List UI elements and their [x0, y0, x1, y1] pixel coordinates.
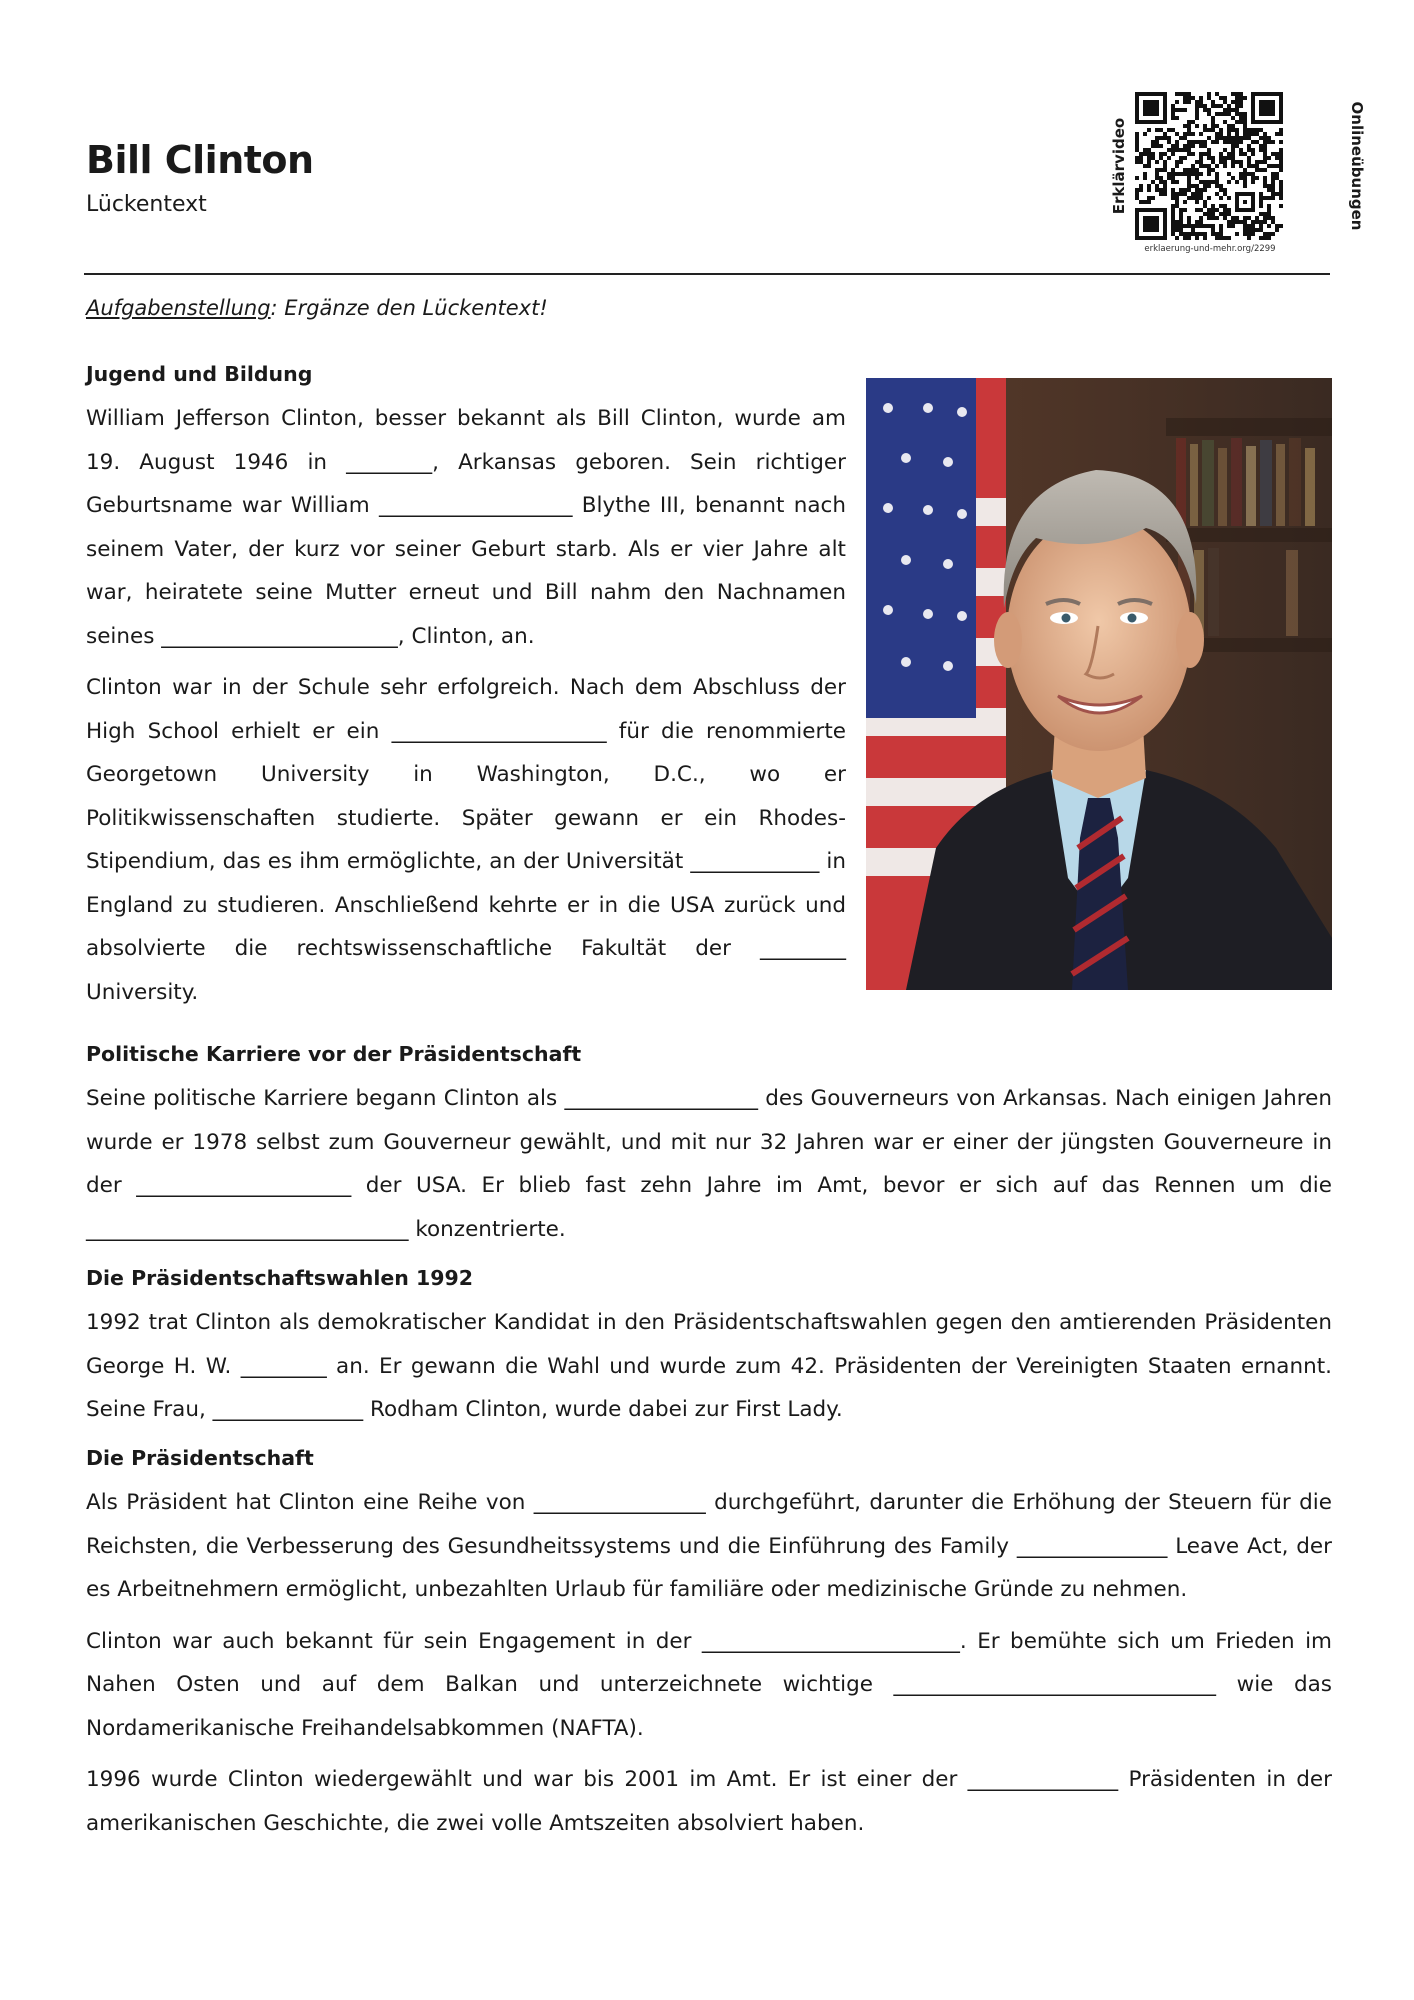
qr-url: erklaerung-und-mehr.org/2299	[1144, 244, 1276, 254]
qr-block	[1095, 92, 1366, 262]
task-label: Aufgabenstellung	[86, 296, 271, 320]
section-1-text	[86, 397, 846, 1014]
qr-code[interactable]	[1135, 92, 1283, 240]
heading-praesidentschaftswahlen: Die Präsidentschaftswahlen 1992	[86, 1266, 474, 1290]
portrait-photo	[866, 378, 1332, 990]
paragraph: Clinton war in der Schule sehr erfolgreich. Nach dem Abschluss der High School erhielt er ein ____________________ für die renommierte Georgetown University in Washington, D.C., wo er Politikwissenschaften studierte. Später gewann er ein Rhodes-Stipendium, das es ihm ermöglichte, an der Universität ____________ in England zu studieren. Anschließend kehrte er in die USA zurück und absolvierte die rechtswissenschaftliche Fakultät der ________ University.	[86, 675, 846, 1005]
qr-left-label: Erklärvideo	[1110, 117, 1128, 215]
page-subtitle: Lückentext	[86, 192, 207, 217]
heading-politische-karriere: Politische Karriere vor der Präsidentschaft	[86, 1042, 582, 1066]
paragraph: 1996 wurde Clinton wiedergewählt und war bis 2001 im Amt. Er ist einer der ______________ Präsidenten in der amerikanischen Geschichte, die zwei volle Amtszeiten absolviert haben.	[86, 1767, 1332, 1836]
section-2-text	[86, 1077, 1332, 1251]
paragraph: Seine politische Karriere begann Clinton als __________________ des Gouverneurs von Arkansas. Nach einigen Jahren wurde er 1978 selbst zum Gouverneur gewählt, und mit nur 32 Jahren war er einer der jüngsten Gouverneure in der ____________________ der USA. Er blieb fast zehn Jahre im Amt, bevor er sich auf das Rennen um die ______________________________ konzentrierte.	[86, 1086, 1332, 1242]
header-divider	[84, 273, 1330, 275]
section-4-text	[86, 1481, 1332, 1845]
paragraph: William Jefferson Clinton, besser bekannt als Bill Clinton, wurde am 19. August 1946 in ________, Arkansas geboren. Sein richtiger Geburtsname war William __________________ Blythe III, benannt nach seinem Vater, der kurz vor seiner Geburt starb. Als er vier Jahre alt war, heiratete seine Mutter erneut und Bill nahm den Nachnamen seines ______________________, Clinton, an.	[86, 406, 846, 649]
qr-right-label: Onlineübungen	[1348, 101, 1366, 231]
task-text: : Ergänze den Lückentext!	[270, 296, 548, 320]
heading-jugend-und-bildung: Jugend und Bildung	[86, 362, 313, 386]
task-instruction	[86, 296, 548, 320]
paragraph: Clinton war auch bekannt für sein Engagement in der ________________________. Er bemühte sich um Frieden im Nahen Osten und auf dem Balkan und unterzeichnete wichtige ______________________________ wie das Nordamerikanische Freihandelsabkommen (NAFTA).	[86, 1628, 1332, 1741]
paragraph: 1992 trat Clinton als demokratischer Kandidat in den Präsidentschaftswahlen gegen den amtierenden Präsidenten George H. W. ________ an. Er gewann die Wahl und wurde zum 42. Präsidenten der Vereinigten Staaten ernannt. Seine Frau, ______________ Rodham Clinton, wurde dabei zur First Lady.	[86, 1310, 1332, 1422]
section-3-text	[86, 1301, 1332, 1432]
paragraph: Als Präsident hat Clinton eine Reihe von ________________ durchgeführt, darunter die Erhöhung der Steuern für die Reichsten, die Verbesserung des Gesundheitssystems und die Einführung des Family ______________ Leave Act, der es Arbeitnehmern ermöglicht, unbezahlten Urlaub für familiäre oder medizinische Gründe zu nehmen.	[86, 1490, 1332, 1602]
page-title: Bill Clinton	[86, 138, 314, 182]
heading-praesidentschaft: Die Präsidentschaft	[86, 1446, 314, 1470]
